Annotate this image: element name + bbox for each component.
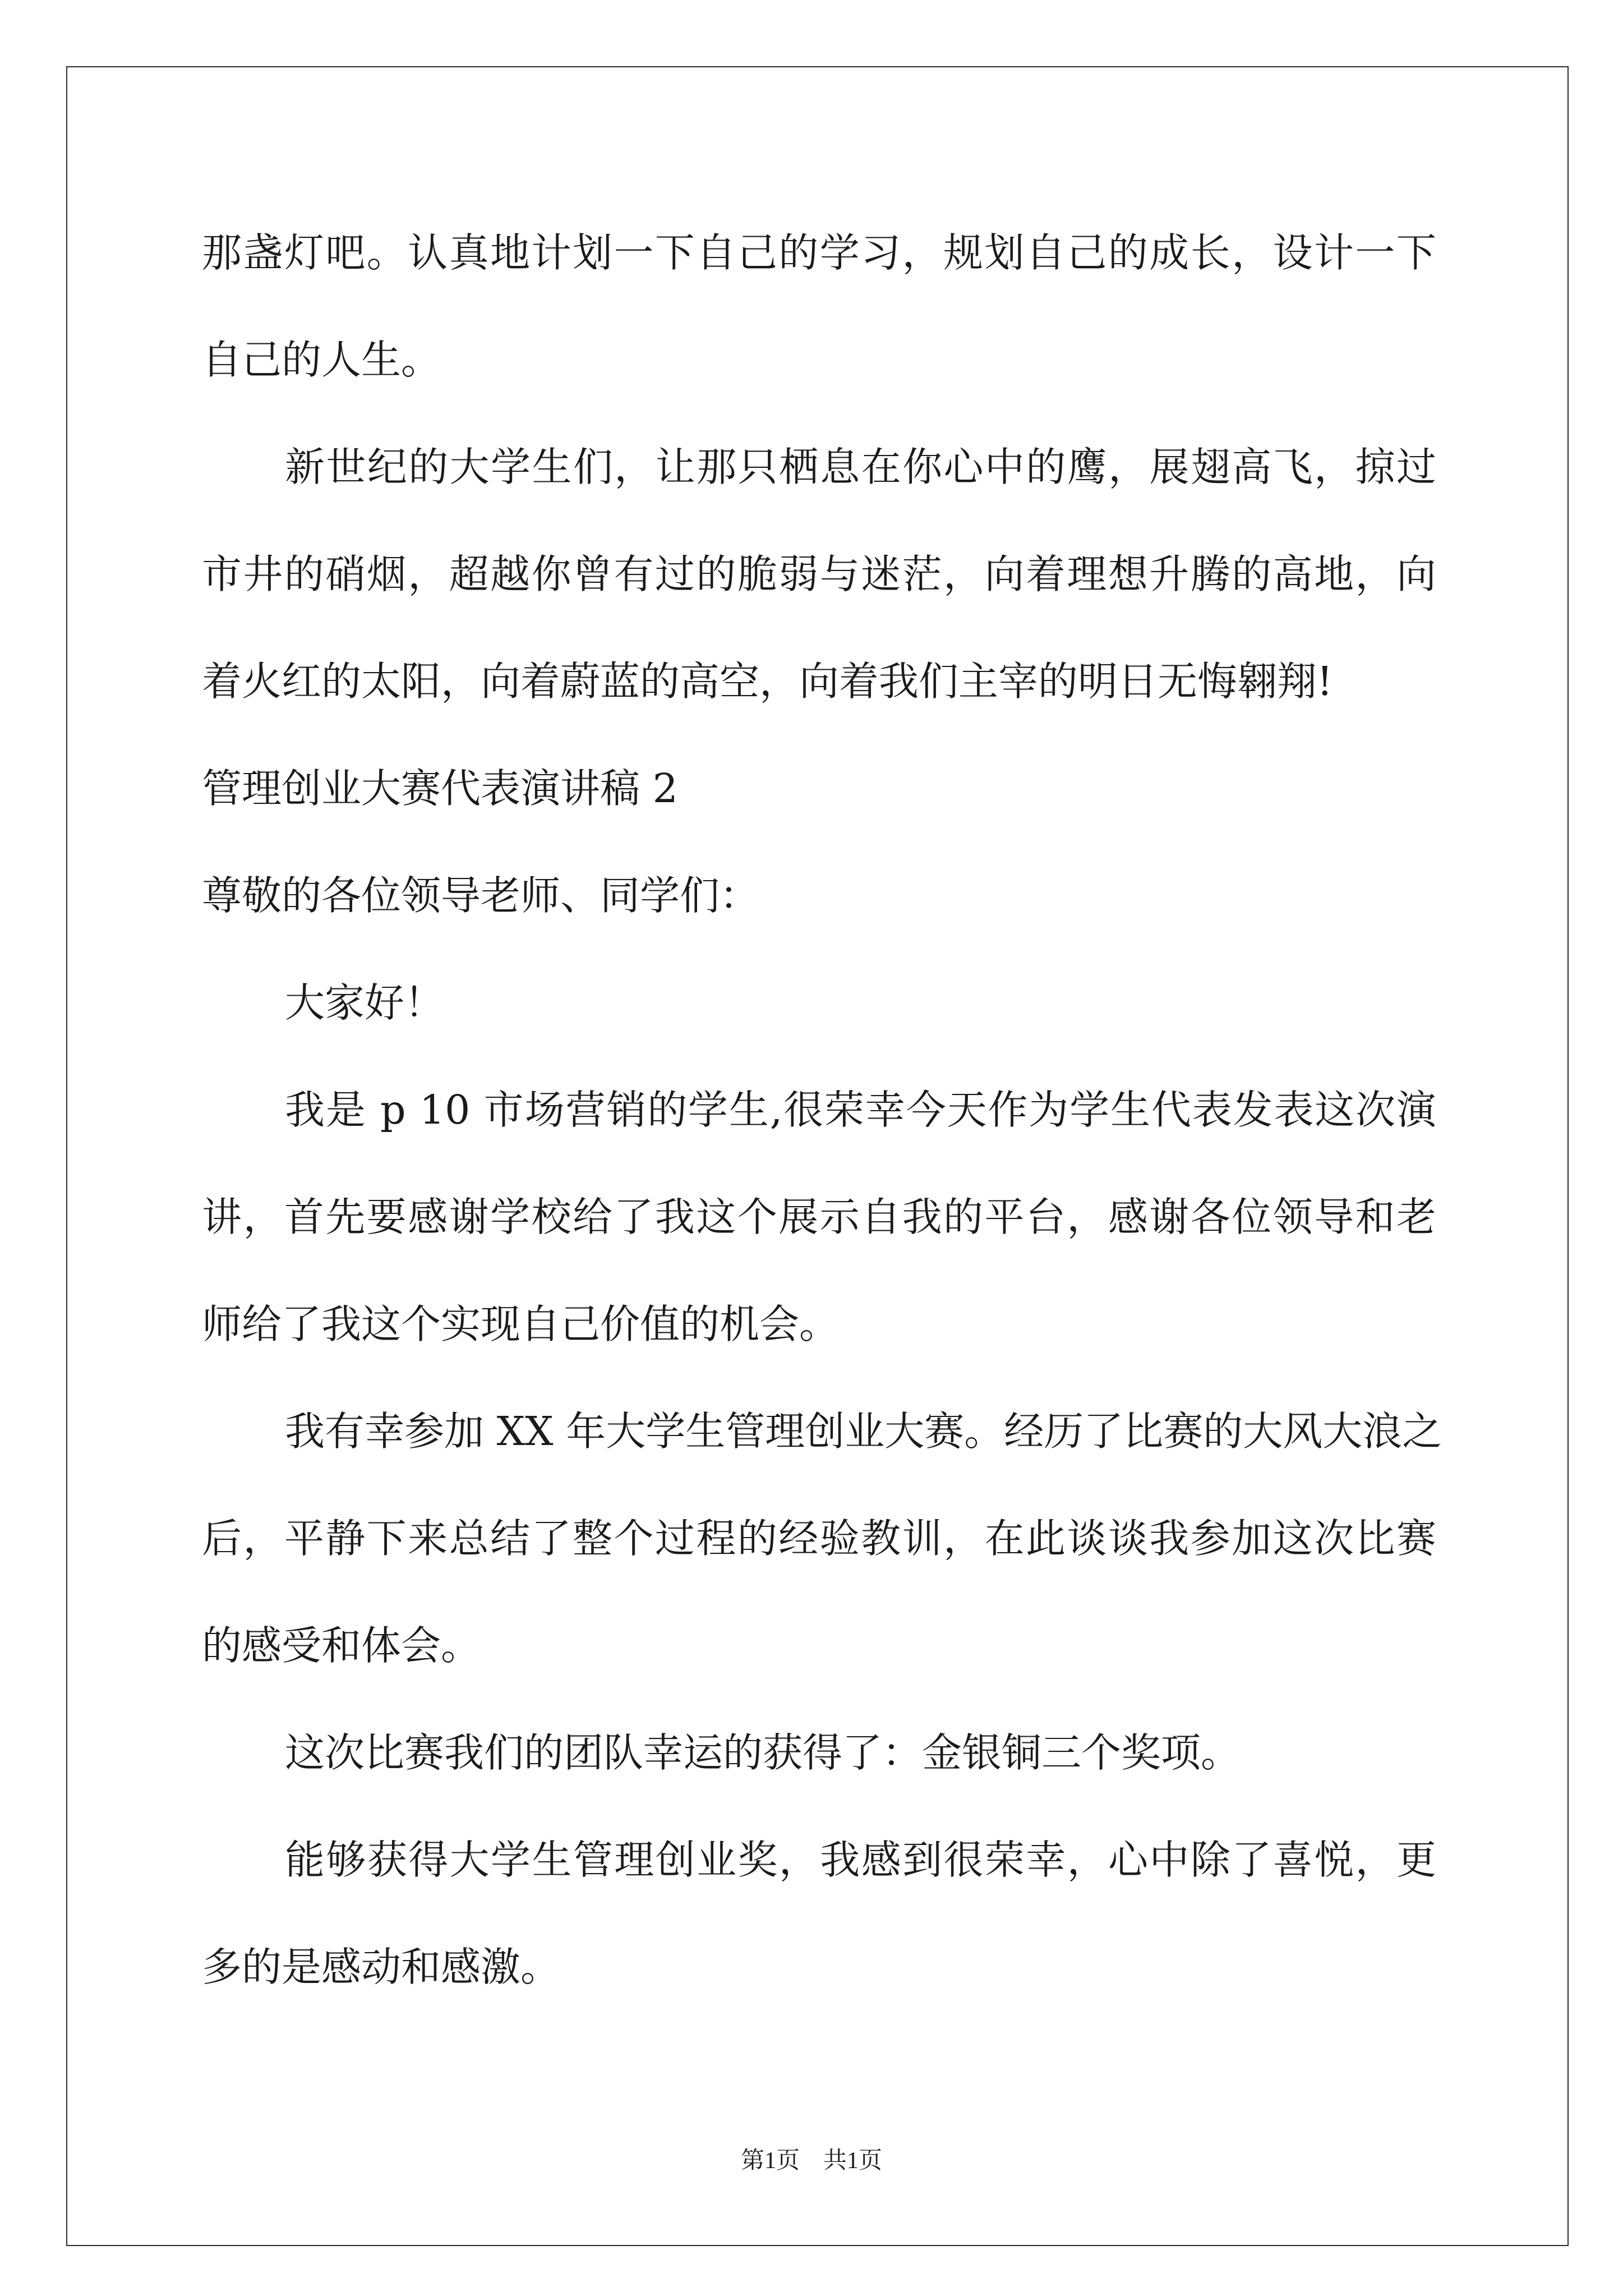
greeting-line: 大家好！ bbox=[285, 979, 445, 1026]
document-heading: 管理创业大赛代表演讲稿 2 bbox=[202, 765, 678, 812]
document-body bbox=[202, 199, 1442, 2021]
paragraph-line: 的感受和体会。 bbox=[202, 1622, 481, 1669]
paragraph-line: 能够获得大学生管理创业奖，我感到很荣幸，心中除了喜悦，更 bbox=[285, 1837, 1436, 1883]
paragraph-line: 自己的人生。 bbox=[202, 337, 441, 383]
paragraph-line: 我是 p 10 市场营销的学生,很荣幸今天作为学生代表发表这次演 bbox=[285, 1087, 1436, 1133]
paragraph-line: 新世纪的大学生们，让那只栖息在你心中的鹰，展翅高飞，掠过 bbox=[285, 444, 1436, 490]
paragraph-line: 师给了我这个实现自己价值的机会。 bbox=[202, 1301, 840, 1347]
paragraph-line: 市井的硝烟，超越你曾有过的脆弱与迷茫，向着理想升腾的高地，向 bbox=[202, 551, 1436, 597]
paragraph-line: 我有幸参加 XX 年大学生管理创业大赛。经历了比赛的大风大浪之 bbox=[285, 1408, 1442, 1455]
page-number-footer: 第1页 共1页 bbox=[740, 2148, 882, 2174]
paragraph-line: 这次比赛我们的团队幸运的获得了：金银铜三个奖项。 bbox=[285, 1729, 1241, 1776]
paragraph-line: 着火红的太阳，向着蔚蓝的高空，向着我们主宰的明日无悔翱翔! bbox=[202, 658, 1333, 705]
paragraph-line: 多的是感动和感激。 bbox=[202, 1944, 561, 1990]
salutation-line: 尊敬的各位领导老师、同学们： bbox=[202, 872, 760, 919]
paragraph-line: 讲，首先要感谢学校给了我这个展示自我的平台，感谢各位领导和老 bbox=[202, 1194, 1436, 1240]
paragraph-line: 后，平静下来总结了整个过程的经验教训，在此谈谈我参加这次比赛 bbox=[202, 1515, 1436, 1562]
paragraph-line: 那盏灯吧。认真地计划一下自己的学习，规划自己的成长，设计一下 bbox=[202, 229, 1436, 276]
